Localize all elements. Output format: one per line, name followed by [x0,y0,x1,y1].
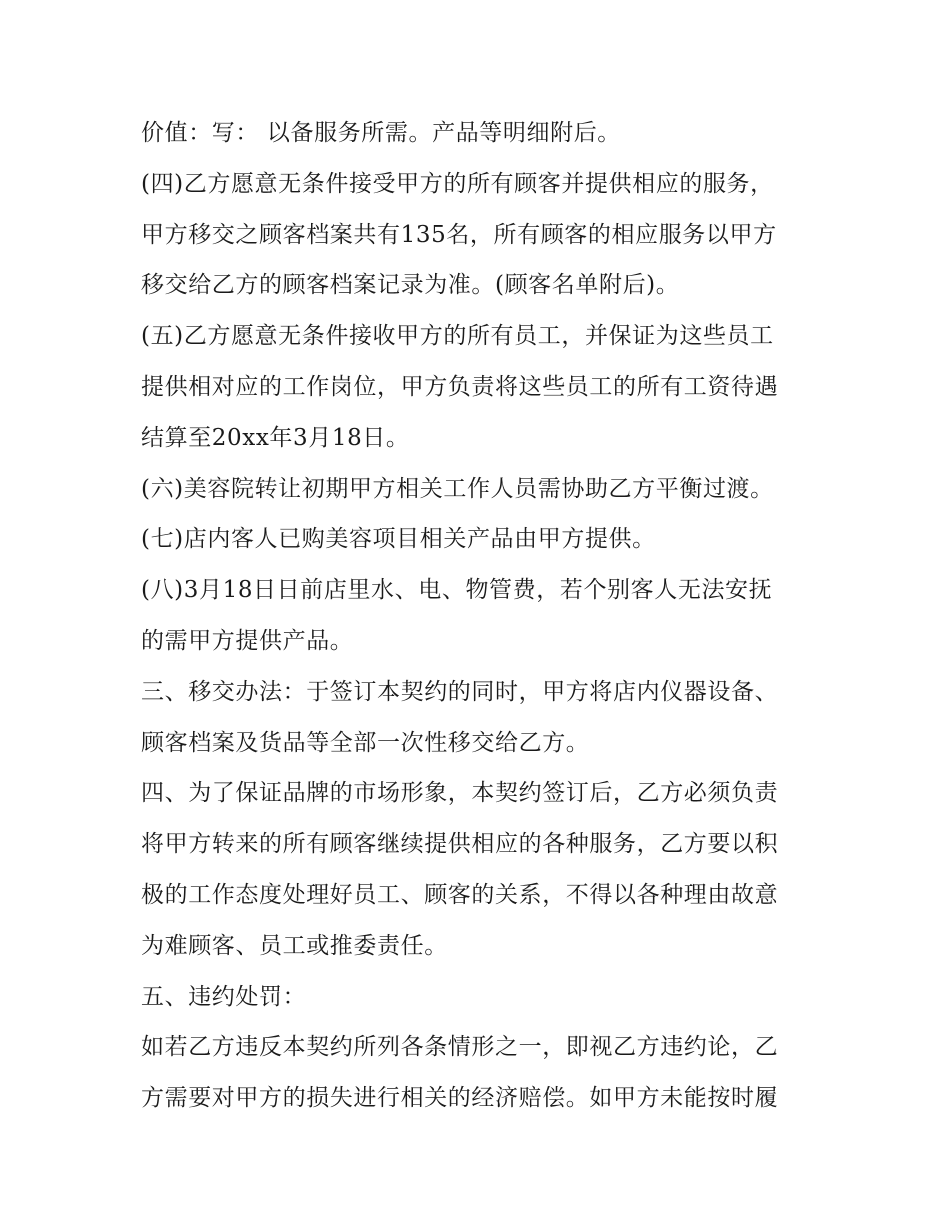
text-line: 为难顾客、员工或推委责任。 [141,932,448,959]
text-line: 甲方移交之顾客档案共有135名，所有顾客的相应服务以甲方 [141,221,777,248]
text-line: (四)乙方愿意无条件接受甲方的所有顾客并提供相应的服务， [141,170,774,197]
text-line: (五)乙方愿意无条件接收甲方的所有员工，并保证为这些员工 [141,323,774,350]
text-line: (六)美容院转让初期甲方相关工作人员需协助乙方平衡过渡。 [141,475,774,502]
text-line: 将甲方转来的所有顾客继续提供相应的各种服务，乙方要以积 [141,831,779,858]
text-line: 如若乙方违反本契约所列各条情形之一，即视乙方违约论，乙 [141,1034,779,1061]
text-line: (八)3月18日日前店里水、电、物管费，若个别客人无法安抚 [141,577,773,604]
text-line: 价值：写： 以备服务所需。产品等明细附后。 [141,120,621,146]
text-line: 的需甲方提供产品。 [141,627,354,654]
document-body [141,108,821,1124]
text-line: 方需要对甲方的损失进行相关的经济赔偿。如甲方未能按时履 [141,1085,779,1112]
text-line: 五、违约处罚： [141,983,307,1010]
text-line: 极的工作态度处理好员工、顾客的关系，不得以各种理由故意 [141,881,779,908]
text-line: 顾客档案及货品等全部一次性移交给乙方。 [141,729,590,756]
text-line: 四、为了保证品牌的市场形象，本契约签订后，乙方必须负责 [141,780,779,807]
text-line: (七)店内客人已购美容项目相关产品由甲方提供。 [141,526,656,553]
text-line: 提供相对应的工作岗位，甲方负责将这些员工的所有工资待遇 [141,373,779,400]
text-line: 三、移交办法：于签订本契约的同时，甲方将店内仪器设备、 [141,678,779,705]
text-line: 移交给乙方的顾客档案记录为准。(顾客名单附后)。 [141,272,680,299]
text-line: 结算至20xx年3月18日。 [141,424,410,451]
